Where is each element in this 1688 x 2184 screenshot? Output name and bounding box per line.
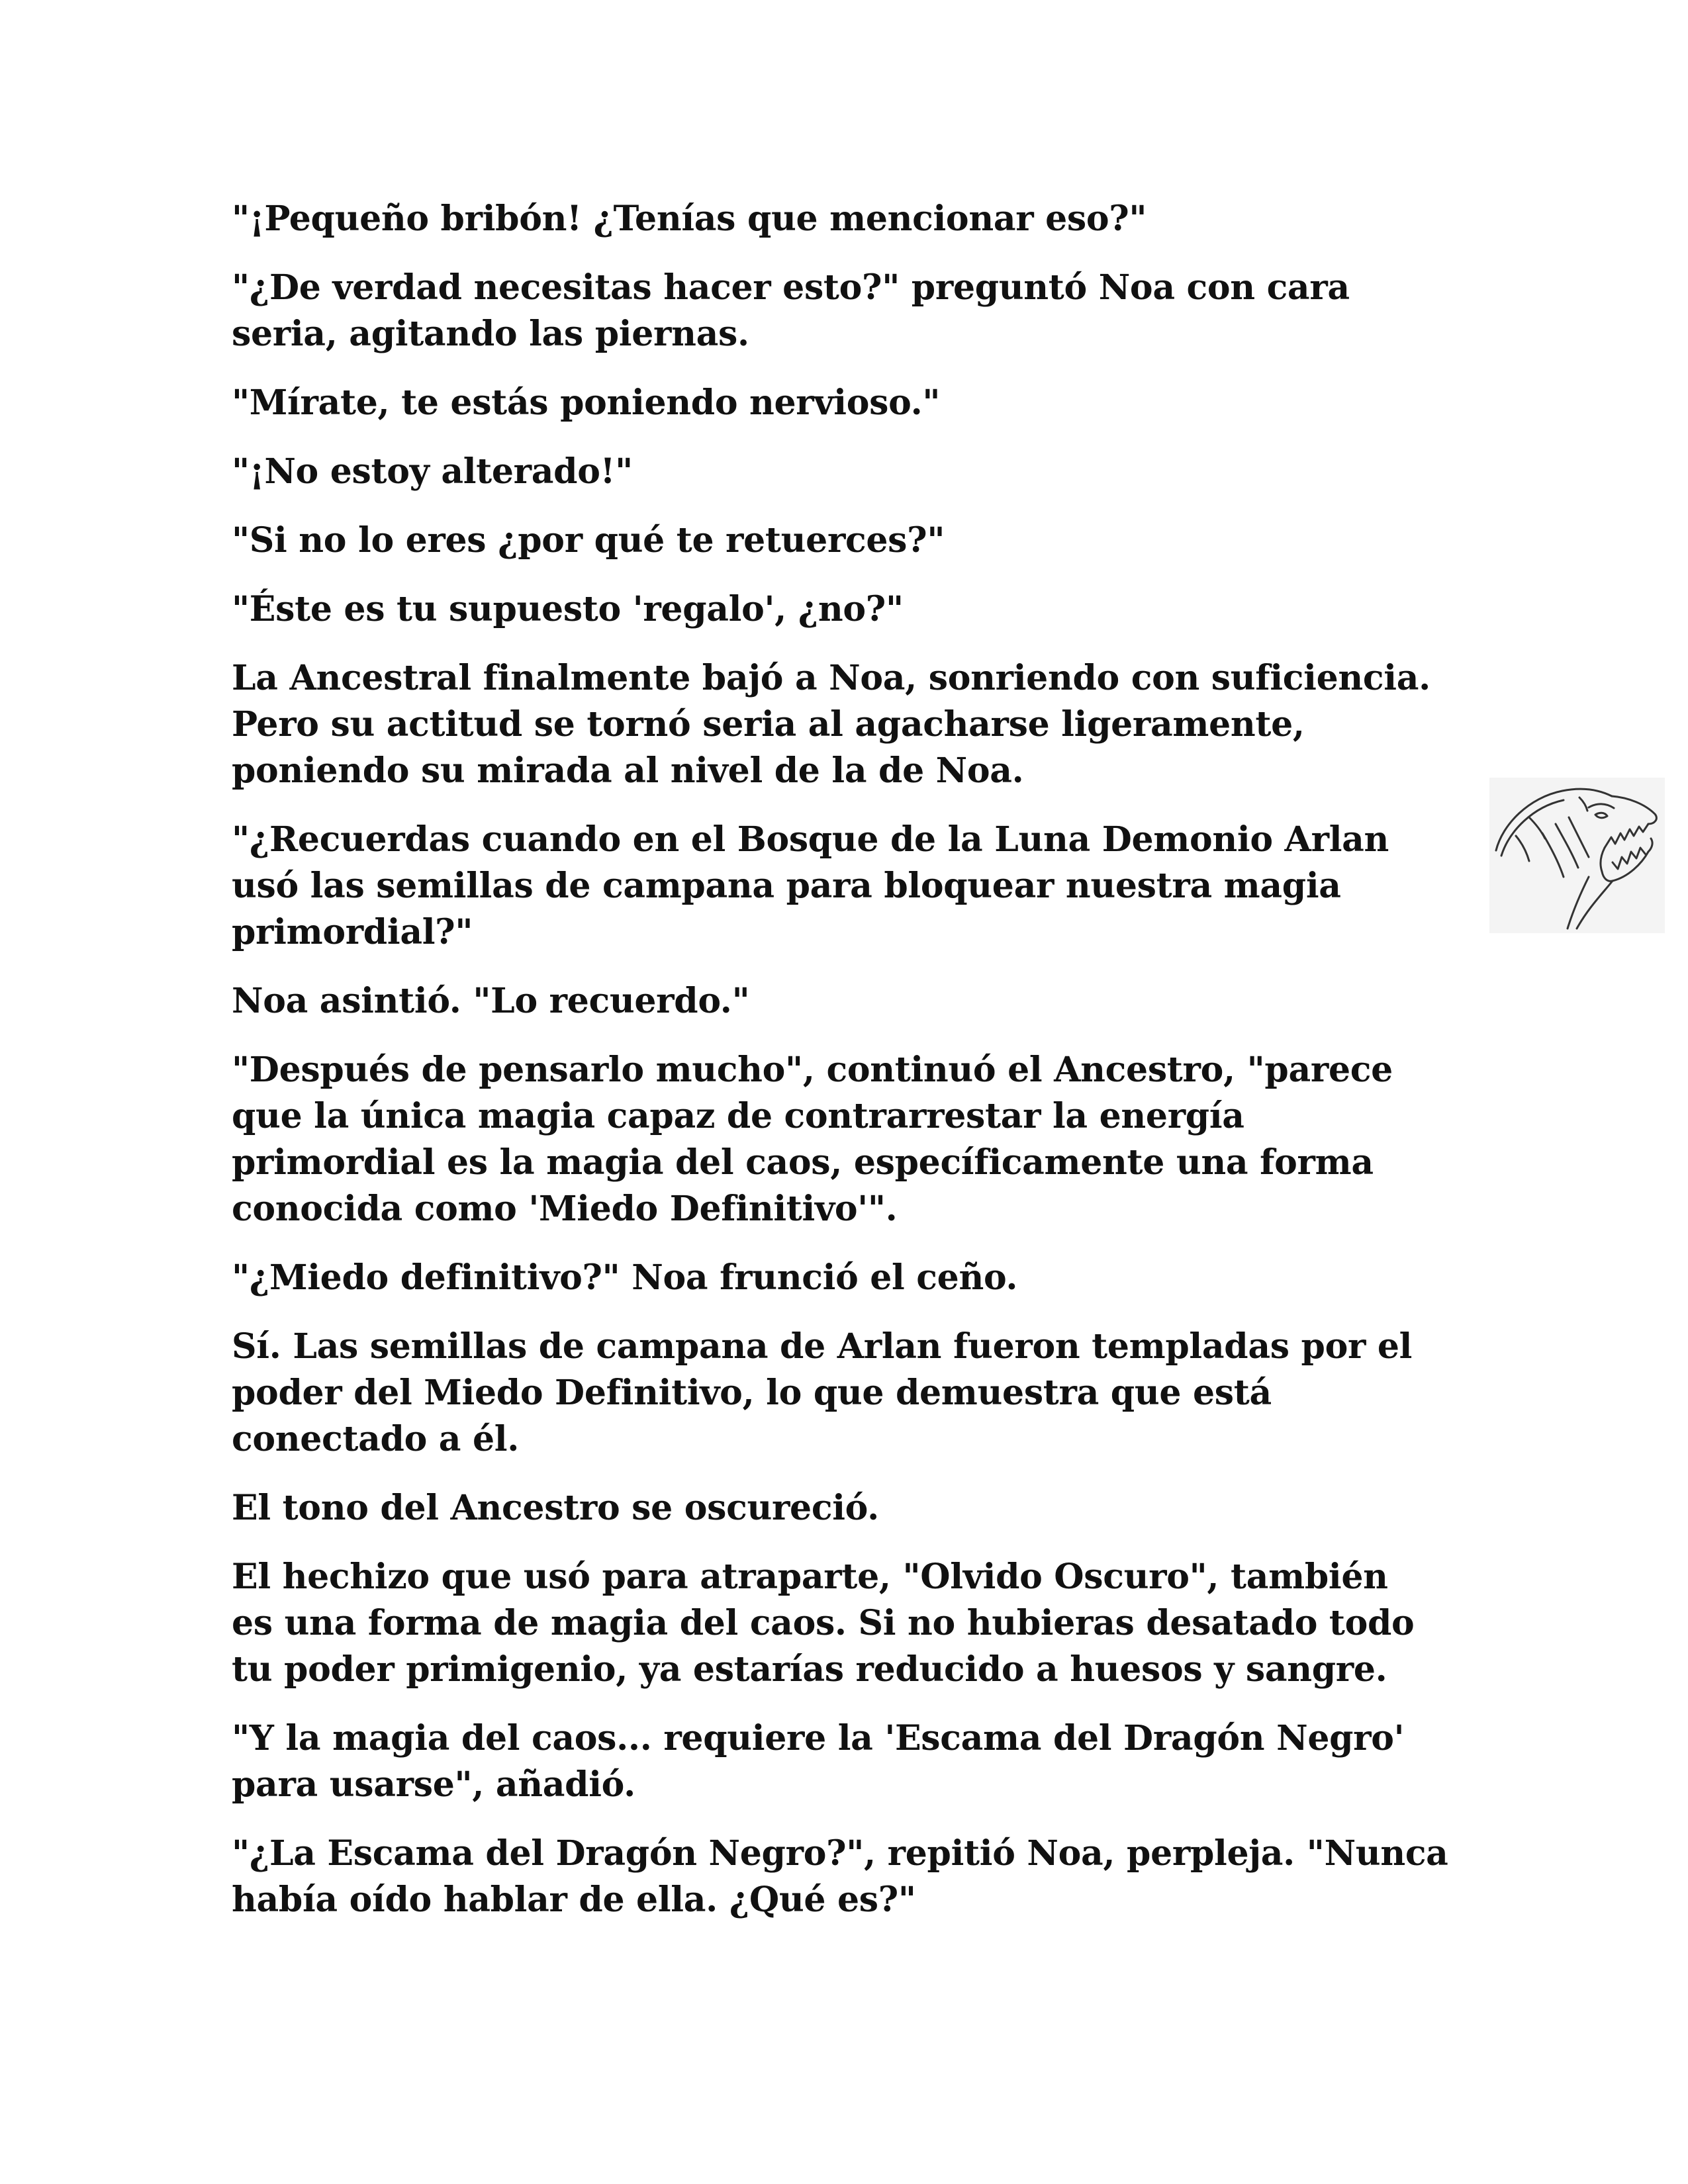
paragraph-13: El tono del Ancestro se oscureció. [232, 1488, 879, 1528]
paragraph-10: "Después de pensarlo mucho", continuó el Ancestro, "parece que la única magia capaz de contrarrestar la energía primordial es la magia del caos, específicamente una forma conocida como 'Miedo Definitivo'". [232, 1050, 1393, 1229]
paragraph-3: "Mírate, te estás poniendo nervioso." [232, 383, 941, 423]
dinosaur-head-sketch-icon [1489, 778, 1665, 933]
paragraph-6: "Éste es tu supuesto 'regalo', ¿no?" [232, 589, 904, 629]
paragraph-9: Noa asintió. "Lo recuerdo." [232, 981, 750, 1021]
paragraph-4: "¡No estoy alterado!" [232, 451, 633, 492]
paragraph-2: "¿De verdad necesitas hacer esto?" preguntó Noa con cara seria, agitando las piernas. [232, 267, 1350, 354]
paragraph-1: "¡Pequeño bribón! ¿Tenías que mencionar eso?" [232, 199, 1147, 239]
paragraph-15: "Y la magia del caos... requiere la 'Escama del Dragón Negro' para usarse", añadió. [232, 1718, 1405, 1805]
paragraph-12: Sí. Las semillas de campana de Arlan fueron templadas por el poder del Miedo Definitivo, lo que demuestra que está conectado a él. [232, 1326, 1413, 1459]
paragraph-7: La Ancestral finalmente bajó a Noa, sonriendo con suficiencia. Pero su actitud se tornó seria al agacharse ligeramente, poniendo su mirada al nivel de la de Noa. [232, 658, 1430, 791]
paragraph-16: "¿La Escama del Dragón Negro?", repitió Noa, perpleja. "Nunca había oído hablar de ella. ¿Qué es?" [232, 1833, 1448, 1920]
paragraph-14: El hechizo que usó para atraparte, "Olvido Oscuro", también es una forma de magia del caos. Si no hubieras desatado todo tu poder primigenio, ya estarías reducido a huesos y sangre. [232, 1557, 1415, 1690]
paragraph-5: "Si no lo eres ¿por qué te retuerces?" [232, 520, 945, 561]
text-column [232, 196, 1476, 1946]
paragraph-11: "¿Miedo definitivo?" Noa frunció el ceño. [232, 1257, 1018, 1298]
paragraph-8: "¿Recuerdas cuando en el Bosque de la Luna Demonio Arlan usó las semillas de campana para bloquear nuestra magia primordial?" [232, 819, 1389, 952]
